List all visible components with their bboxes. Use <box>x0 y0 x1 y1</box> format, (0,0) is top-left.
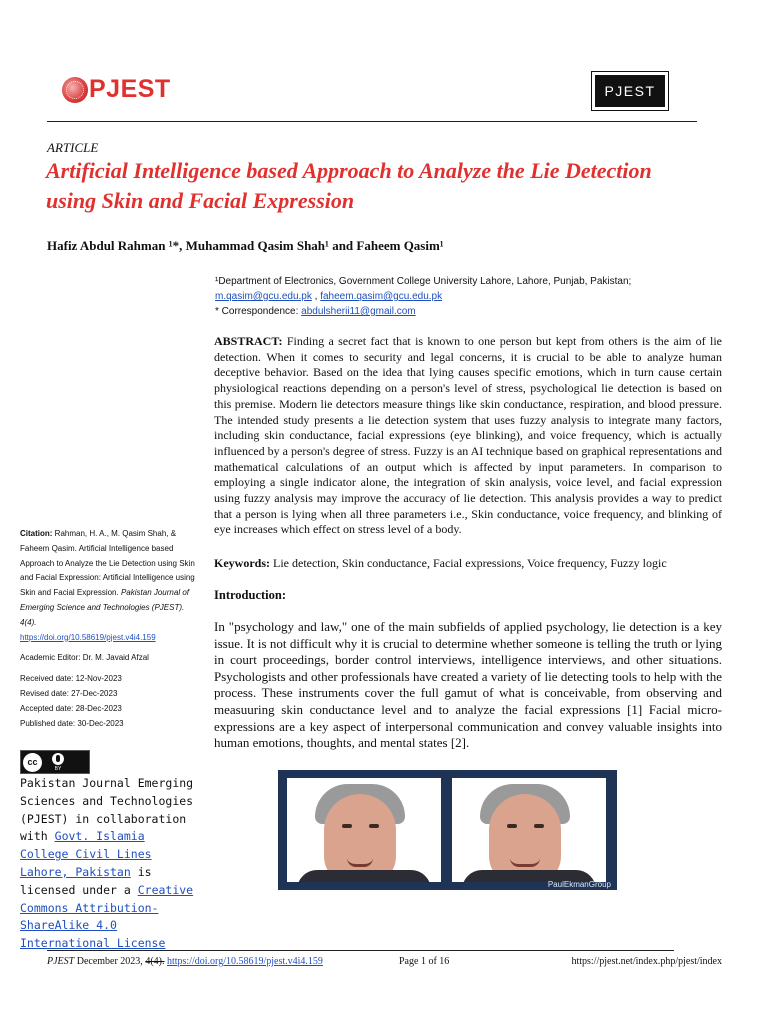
face-photo-left <box>287 778 441 882</box>
abstract-text: Finding a secret fact that is known to one person but kept from others is the aim of lie detection. When it comes to security and legal concerns, it is crucial to be able to analyze human deceptive behavior. Based on the idea that lying causes specific emotions, which in turn cause certain physiological reactions depending on a person's level of stress, psychological lie detection is based on this premise. Modern lie detectors measure things like skin conductance, respiration, and blood pressure. The intended study presents a lie detection system that uses fuzzy analysis to integrate many factors, including skin conductance, facial expressions (eye blinking), and voice frequency, which is actually influenced by a person's degree of stress. Fuzzy is an AI technique based on graphical representations and mathematical calculations of an output which is affected by input parameters. In comparison to employing a single indicator alone, the integration of skin analysis, voice level, and facial expression using fuzzy analysis may improve the accuracy of lie detection. This analysis provides a way to predict that a person is lying when all three parameters i.e., Skin conductance, voice frequency, and blinking of eye increases which effect on stress level of a body. <box>214 334 723 537</box>
received-date: Received date: 12-Nov-2023 <box>20 674 122 684</box>
affiliation-block <box>215 274 695 319</box>
header-divider <box>47 121 697 122</box>
citation-sidebar <box>20 527 195 731</box>
email-separator: , <box>314 291 318 302</box>
abstract-label: ABSTRACT: <box>214 334 283 348</box>
journal-box-logo-text: PJEST <box>595 75 665 107</box>
introduction-paragraph: In "psychology and law," one of the main subfields of applied psychology, lie detection is a key issue. It is not difficult why it is crucial to determine whether someone is telling the truth or lying in court proceedings, border control interviews, intelligence interviews, and other situations. Psychologists and other professionals have created a variety of lie detecting tools to help with the process. These instruments cover the full gamut of what is conceivable, from observing and measuuring skin conductance level and to analyze the facial expressions [1] Facial micro-expressions are a key aspect of interpersonal communication and convey valuable insights into human emotions, thoughts, and mental states [2]. <box>214 619 722 751</box>
cc-icon: cc <box>23 753 42 772</box>
cc-license-link[interactable]: Creative Commons Attribution-ShareAlike 4.0 International License <box>20 882 194 951</box>
citation-journal: Pakistan Journal of Emerging Science and Technologies (PJEST). <box>20 588 189 612</box>
citation-block <box>20 527 195 631</box>
facial-expression-figure <box>278 770 617 890</box>
keywords-text: Lie detection, Skin conductance, Facial expressions, Voice frequency, Fuzzy logic <box>273 556 667 570</box>
author-list: Hafiz Abdul Rahman ¹*, Muhammad Qasim Shah¹ and Faheem Qasim¹ <box>47 238 444 253</box>
license-statement <box>20 775 196 953</box>
correspondence-label: * Correspondence: <box>215 306 299 317</box>
photo-credit: PaulEkmanGroup <box>547 880 611 889</box>
footer-date: December 2023, <box>76 956 143 967</box>
citation-label: Citation: <box>20 529 53 538</box>
footer-doi-link[interactable]: https://doi.org/10.58619/pjest.v4i4.159 <box>166 956 323 967</box>
journal-box-logo <box>591 71 669 111</box>
by-icon <box>52 753 64 772</box>
citation-doi-link[interactable]: https://doi.org/10.58619/pjest.v4i4.159 <box>20 632 156 642</box>
accepted-date: Accepted date: 28-Dec-2023 <box>20 703 122 713</box>
footer-journal: PJEST <box>47 956 75 967</box>
academic-editor: Academic Editor: Dr. M. Javaid Afzal <box>20 653 149 663</box>
article-title: Artificial Intelligence based Approach to Analyze the Lie Detection using Skin and Facial Expression <box>46 158 652 213</box>
license-text-2: is licensed under a <box>20 864 152 897</box>
footer-url[interactable]: https://pjest.net/index.php/pjest/index <box>571 956 722 967</box>
footer-citation <box>47 956 399 967</box>
introduction-heading: Introduction: <box>214 588 287 602</box>
email-link-faheem[interactable]: faheem.qasim@gcu.edu.pk <box>320 291 443 302</box>
cc-by-badge[interactable] <box>20 750 90 774</box>
journal-logo <box>62 75 171 104</box>
email-link-qasim[interactable]: m.qasim@gcu.edu.pk <box>215 291 312 302</box>
globe-logo-icon <box>62 77 88 103</box>
correspondence-email-link[interactable]: abdulsherii11@gmail.com <box>301 306 416 317</box>
affiliation-dept: ¹Department of Electronics, Government College University Lahore, Lahore, Punjab, Pakistan; <box>215 276 632 287</box>
citation-issue: 4(4). <box>20 617 37 627</box>
footer-volume: 4(4). <box>145 956 165 967</box>
page-number: Page 1 of 16 <box>399 956 450 967</box>
keywords <box>214 556 722 571</box>
citation-text: Rahman, H. A., M. Qasim Shah, & Faheem Qasim. Artificial Intelligence based Approach to Analyze the Lie Detection using Skin and Facial Expression: Artificial Intelligence using Skin and Facial Expression. <box>20 529 195 598</box>
abstract <box>214 334 722 538</box>
journal-logo-text: PJEST <box>89 75 171 103</box>
revised-date: Revised date: 27-Dec-2023 <box>20 688 118 698</box>
keywords-label: Keywords: <box>214 556 270 570</box>
face-photo-right <box>452 778 606 882</box>
by-label: BY <box>54 765 62 772</box>
affiliation-emails <box>215 289 695 304</box>
license-text-1: Pakistan Journal Emerging Sciences and Technologies (PJEST) in collaboration with <box>20 776 194 844</box>
page-footer <box>47 956 722 967</box>
person-icon <box>52 753 64 765</box>
article-type-label: ARTICLE <box>47 140 99 155</box>
published-date: Published date: 30-Dec-2023 <box>20 718 124 728</box>
college-link[interactable]: Govt. Islamia College Civil Lines Lahore, Pakistan <box>20 829 152 879</box>
footer-divider <box>47 950 674 951</box>
correspondence-line <box>215 304 695 319</box>
